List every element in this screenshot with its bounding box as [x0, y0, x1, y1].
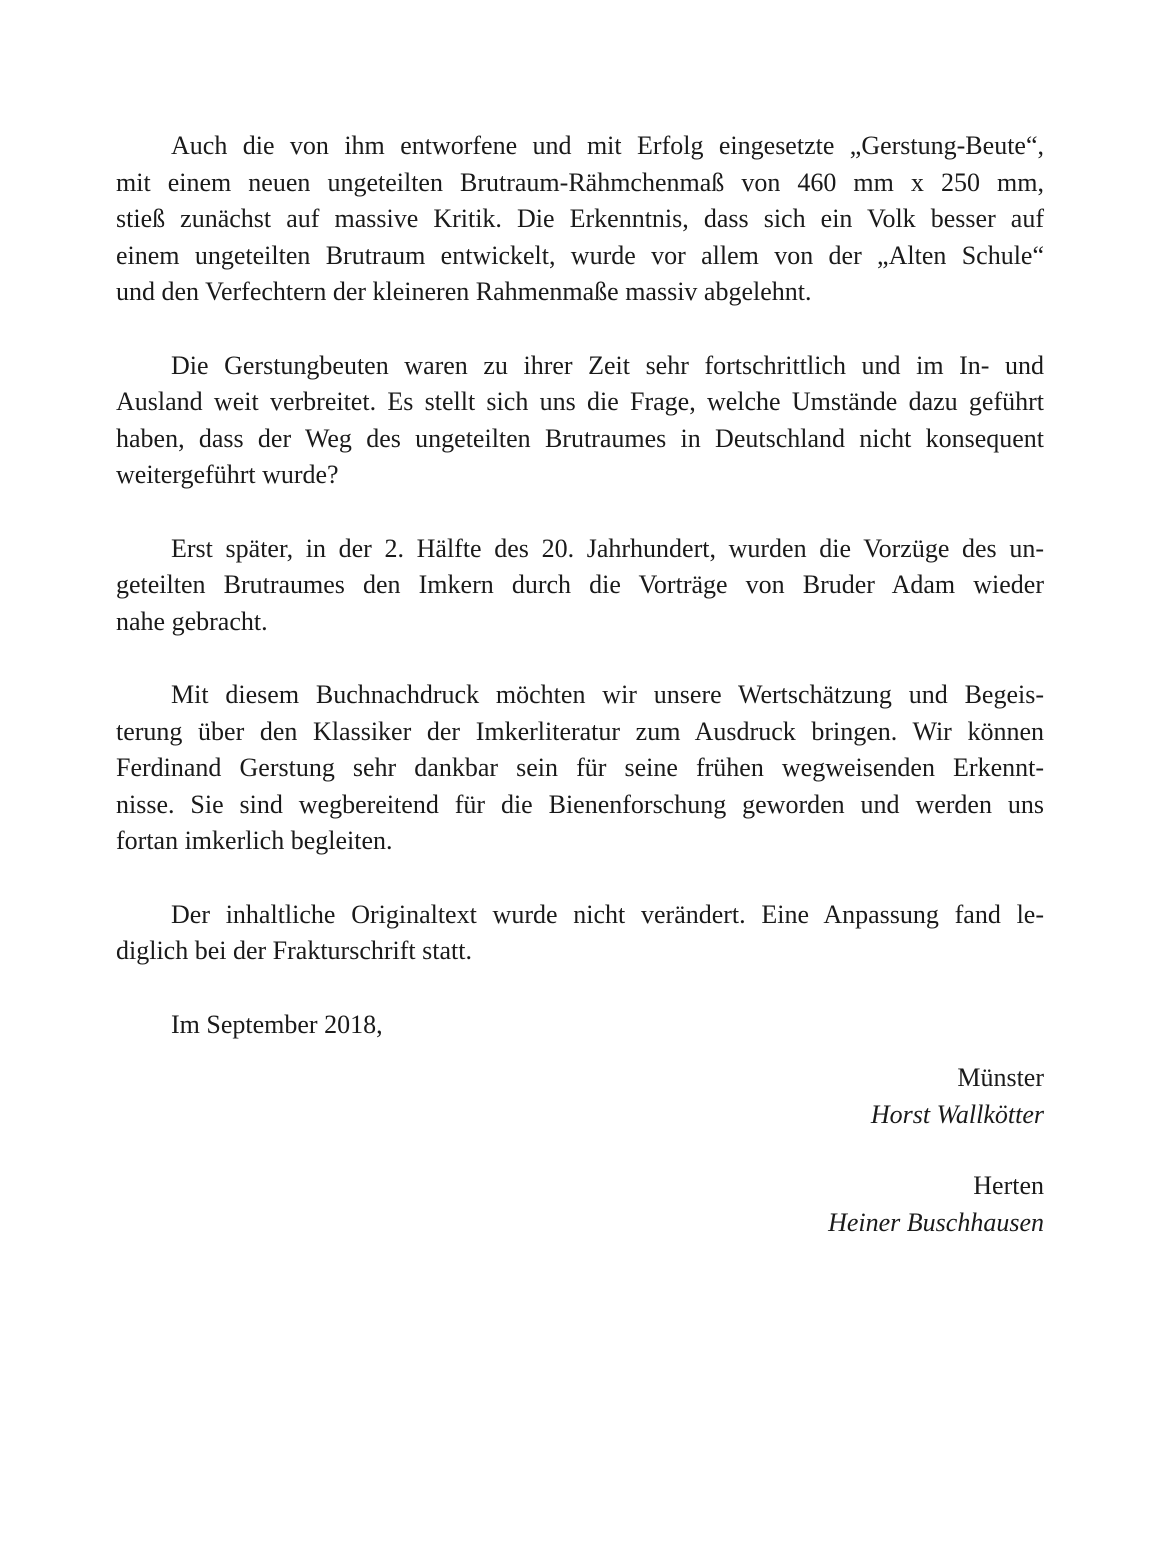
text-line: fortan imkerlich begleiten. — [116, 826, 393, 855]
text-line: Erst später, in der 2. Hälfte des 20. Jahrhundert, wurden die Vorzüge des un- — [171, 533, 1044, 563]
signature-block-herten — [116, 1168, 1044, 1241]
paragraph-originaltext — [116, 897, 1044, 970]
text-line: diglich bei der Frakturschrift statt. — [116, 936, 472, 965]
text-line: geteilten Brutraumes den Imkern durch die Vorträge von Bruder Adam wieder — [116, 570, 1044, 599]
date-line: Im September 2018, — [171, 1009, 383, 1039]
text-line: stieß zunächst auf massive Kritik. Die Erkenntnis, dass sich ein Volk besser auf — [116, 204, 1044, 233]
text-line: nahe gebracht. — [116, 606, 268, 636]
text-line: Der inhaltliche Originaltext wurde nicht verändert. Eine Anpassung fand le- — [171, 899, 1044, 929]
text-line: weitergeführt wurde? — [116, 460, 339, 489]
text-line: Die Gerstungbeuten waren zu ihrer Zeit sehr fortschrittlich und im In- und — [171, 350, 1044, 380]
signature-name: Horst Wallkötter — [870, 1099, 1044, 1129]
text-line: nisse. Sie sind wegbereitend für die Bienenforschung geworden und werden uns — [116, 789, 1044, 819]
text-line: haben, dass der Weg des ungeteilten Brutraumes in Deutschland nicht konsequent — [116, 423, 1044, 453]
text-line: mit einem neuen ungeteilten Brutraum-Rähmchenmaß von 460 mm x 250 mm, — [116, 167, 1044, 197]
text-line: Ferdinand Gerstung sehr dankbar sein für seine frühen wegweisenden Erkennt- — [116, 753, 1044, 782]
paragraph-gerstungbeuten-verbreitung — [116, 348, 1044, 494]
text-line: Mit diesem Buchnachdruck möchten wir unsere Wertschätzung und Begeis- — [171, 680, 1044, 709]
paragraph-bruder-adam — [116, 531, 1044, 641]
text-line: und den Verfechtern der kleineren Rahmenmaße massiv abgelehnt. — [116, 277, 812, 306]
signature-place: Münster — [957, 1063, 1044, 1092]
signature-block-muenster — [116, 1060, 1044, 1133]
paragraph-gerstung-beute — [116, 128, 1044, 311]
signatures — [116, 1060, 1044, 1241]
text-line: einem ungeteilten Brutraum entwickelt, wurde vor allem von der „Alten Schule“ — [116, 240, 1044, 270]
signature-place: Herten — [973, 1171, 1044, 1200]
text-line: Auch die von ihm entworfene und mit Erfolg eingesetzte „Gerstung-Beute“, — [171, 131, 1044, 160]
paragraph-buchnachdruck — [116, 677, 1044, 860]
document-page — [116, 128, 1044, 1276]
text-line: Ausland weit verbreitet. Es stellt sich uns die Frage, welche Umstände dazu geführt — [116, 387, 1044, 416]
signature-name: Heiner Buschhausen — [828, 1207, 1044, 1237]
text-line: terung über den Klassiker der Imkerliteratur zum Ausdruck bringen. Wir können — [116, 716, 1044, 746]
